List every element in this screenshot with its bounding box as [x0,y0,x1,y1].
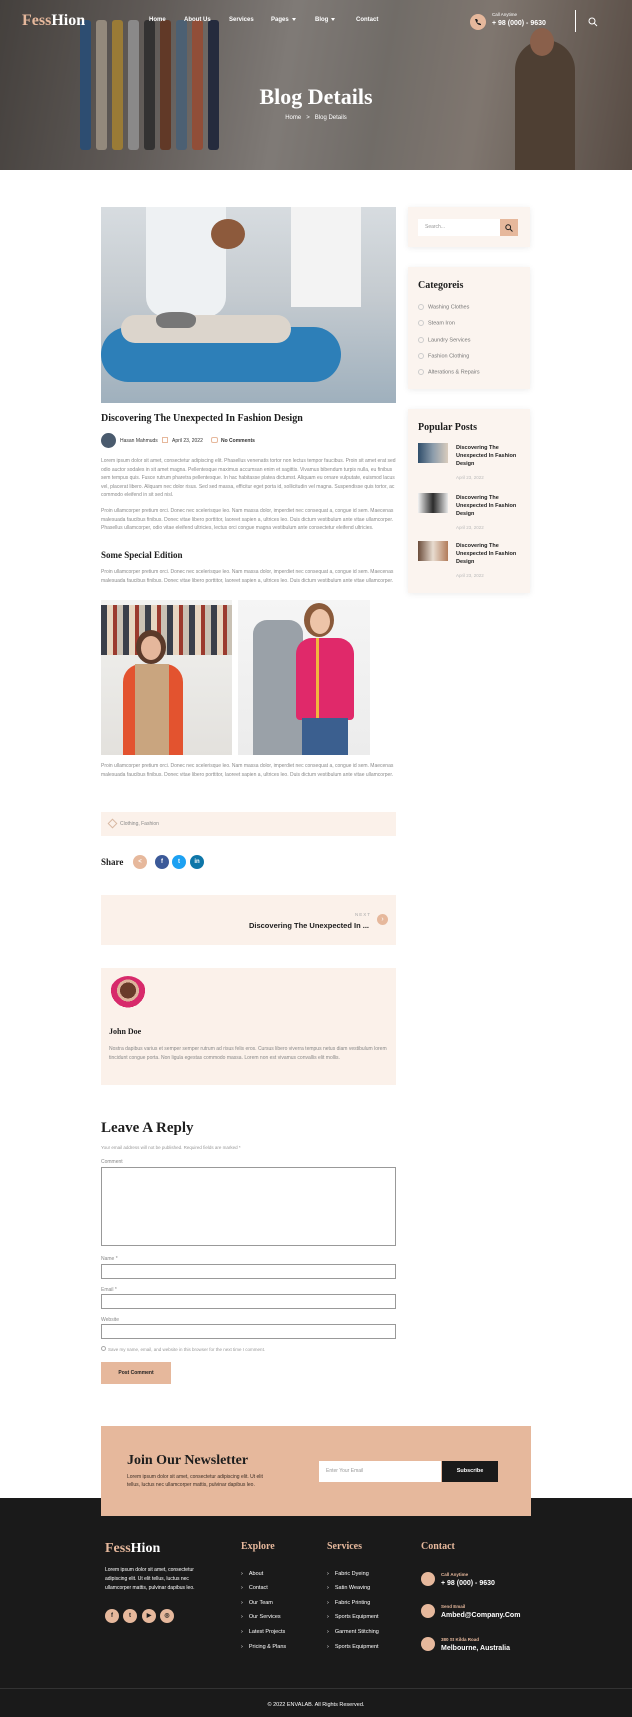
popular-posts-title: Popular Posts [418,422,477,433]
logo[interactable]: FessHion [22,12,86,29]
post-author[interactable]: Hasan Mahmuds [120,438,158,444]
circle-icon [418,353,424,359]
newsletter-text: Lorem ipsum dolor sit amet, consectetur adipiscing elit. Ut elit tellus, luctus nec ullamcorper mattis, pulvinar dapibus leo. [127,1474,263,1488]
page-title: Blog Details [259,84,373,109]
author-box [101,968,396,1085]
category-item[interactable]: Alterations & Repairs [418,369,480,375]
post-featured-image [101,207,396,403]
email-field[interactable] [101,1294,396,1309]
category-item[interactable]: Steam Iron [418,320,455,326]
website-field[interactable] [101,1324,396,1339]
footer-logo[interactable]: FessHion [105,1541,161,1556]
nav-about[interactable]: About Us [184,17,211,23]
chevron-down-icon [292,18,296,21]
next-label: NEXT [354,912,371,917]
author-bio: Nostra dapibus varius et semper semper rutrum ad risus felis eros. Cursus libero viverra tempus netus diam vestibulum lorem tincidunt congue porta. Non ligula egestas commodo massa. Lorem non est vivamus convallis elit mollis. [109,1046,387,1061]
instagram-icon[interactable]: ◎ [160,1609,174,1623]
breadcrumb-current: Blog Details [314,115,347,121]
nav-blog[interactable]: Blog [315,17,335,23]
contact-email[interactable]: Ambed@Company.Com [441,1612,521,1619]
popular-post-date: April 23, 2022 [456,573,484,578]
contact-label: Send Email [441,1604,466,1609]
save-info-label: Save my name, email, and website in this browser for the next time I comment. [108,1347,266,1352]
divider [575,10,576,32]
tag-icon [108,819,118,829]
linkedin-icon[interactable]: in [190,855,204,869]
popular-post-title[interactable]: Discovering The Unexpected In Fashion Design [456,445,517,467]
post-tags[interactable]: Clothing, Fashion [120,821,159,827]
post-title: Discovering The Unexpected In Fashion Design [101,413,303,424]
footer-link[interactable]: › Sports Equipment [327,1644,379,1650]
popular-post-date: April 23, 2022 [456,475,484,480]
footer-link[interactable]: › Contact [241,1585,268,1591]
post-paragraph: Proin ullamcorper pretium orci. Donec nec scelerisque leo. Nam massa dolor, imperdiet nec consequat a, congue id sem. Maecenas malesuada faucibus finibus. Donec vitae libero porttitor, laoreet sapien a, ultrices leo. Duis dictum vestibulum ante vitae ullamcorper. [101,763,394,778]
popular-post-image[interactable] [418,493,448,513]
email-icon [421,1604,435,1618]
twitter-icon[interactable]: t [172,855,186,869]
footer-link[interactable]: › Latest Projects [241,1629,285,1635]
category-item[interactable]: Fashion Clothing [418,353,469,359]
search-icon [505,224,513,232]
newsletter-title: Join Our Newsletter [127,1453,249,1468]
tags-bar [101,812,396,836]
contact-address: Melbourne, Australia [441,1645,510,1652]
share-label: Share [101,857,124,867]
footer [0,1498,632,1717]
name-field[interactable] [101,1264,396,1279]
post-image-right [238,600,370,755]
post-subheading: Some Special Edition [101,550,183,560]
comment-label: Comment [101,1159,123,1165]
author-avatar [109,976,147,1014]
search-icon[interactable] [588,14,598,32]
nav-contact[interactable]: Contact [356,17,379,23]
next-post-title[interactable]: Discovering The Unexpected In ... [248,921,369,930]
newsletter-email-input[interactable]: Enter Your Email [319,1461,441,1482]
sidebar-search-input[interactable]: Search... [418,219,509,236]
share-icon[interactable]: < [133,855,147,869]
website-label: Website [101,1317,119,1323]
categories-title: Categoreis [418,280,464,291]
post-comments[interactable]: No Comments [221,438,255,444]
circle-icon [418,337,424,343]
chevron-down-icon [331,18,335,21]
footer-link[interactable]: › Pricing & Plans [241,1644,286,1650]
post-image-left [101,600,232,755]
popular-post-image[interactable] [418,541,448,561]
nav-home[interactable]: Home [149,17,166,23]
save-info-checkbox[interactable] [101,1346,106,1351]
comment-icon [211,437,218,443]
youtube-icon[interactable]: ▶ [142,1609,156,1623]
post-paragraph: Lorem ipsum dolor sit amet, consectetur adipiscing elit. Phasellus venenatis tortor non lectus tempor faucibus. Proin sit amet erat sed odio auctor sodales in sit amet magna. Pellentesque maximus accumsan enim et sagittis. Vivamus bibendum turpis nulla, eu finibus sem tempus quis. Fusce rutrum pharetra pellentesque. In hac habitasse platea dictumst. Aliquam eu ornare vulputate, euismod lacus vel, placerat libero. Aliquam nec dolor risus. Sed sed massa, efficitur eget porta id, sollicitudin vel magna. Suspendisse quis tortor, ac commodo eleifend in sit sed nisl. [101,458,396,498]
facebook-icon[interactable]: f [105,1609,119,1623]
phone-icon [421,1572,435,1586]
phone-icon [470,14,486,30]
post-date: April 23, 2022 [172,438,203,444]
popular-post-date: April 23, 2022 [456,525,484,530]
circle-icon [418,320,424,326]
breadcrumb-home[interactable]: Home [285,115,302,121]
contact-phone[interactable]: + 98 (000) - 9630 [441,1580,495,1587]
popular-posts-widget [408,409,530,593]
footer-link[interactable]: › Our Team [241,1600,273,1606]
footer-link[interactable]: › About [241,1571,263,1577]
footer-about: Lorem ipsum dolor sit amet, consectetur adipiscing elit. Ut elit tellus, luctus nec ullamcorper mattis, pulvinar dapibus leo. [105,1567,195,1591]
search-button[interactable] [500,219,518,236]
contact-label: Call Anytime [441,1572,469,1577]
nav-pages[interactable]: Pages [271,17,296,23]
breadcrumb [0,115,632,121]
call-label: Call Anytime [492,12,518,17]
popular-post-title[interactable]: Discovering The Unexpected In Fashion Design [456,495,517,517]
category-item[interactable]: Laundry Services [418,337,471,343]
footer-link[interactable]: › Fabric Dyeing [327,1571,369,1577]
footer-explore-title: Explore [241,1541,275,1552]
comment-textarea[interactable] [101,1167,396,1246]
categories-widget [408,267,530,389]
breadcrumb-separator: > [306,115,310,121]
post-comment-button[interactable]: Post Comment [101,1362,171,1384]
footer-link[interactable]: › Satin Weaving [327,1585,370,1591]
copyright: © 2022 ENVALAB. All Rights Reserved. [267,1702,365,1708]
avatar [101,433,116,448]
search-widget [408,207,530,247]
calendar-icon [162,437,168,443]
footer-link[interactable]: › Our Services [241,1614,281,1620]
nav-services[interactable]: Services [229,17,254,23]
arrow-right-icon[interactable]: › [377,914,388,925]
contact-label: 380 St Kilda Road [441,1637,480,1642]
post-paragraph: Proin ullamcorper pretium orci. Donec nec scelerisque leo. Nam massa dolor, imperdiet nec consequat a, congue id sem. Maecenas malesuada faucibus finibus. Donec vitae libero porttitor, laoreet sapien a, ultrices leo. Duis dictum vestibulum ante vitae ullamcorper. Phasellus ullamcorper, odio vitae eleifend ultricies, lectus orci congue magna vestibulum ante consectetur eleifend ultricies. [101,508,394,531]
footer-link[interactable]: › Garment Stitching [327,1629,379,1635]
circle-icon [418,369,424,375]
facebook-icon[interactable]: f [155,855,169,869]
email-label: Email * [101,1287,117,1293]
header-phone[interactable]: + 98 (000) - 9630 [492,20,546,27]
newsletter-section [101,1426,531,1516]
popular-post-title[interactable]: Discovering The Unexpected In Fashion Design [456,543,517,565]
twitter-icon[interactable]: t [123,1609,137,1623]
category-item[interactable]: Washing Clothes [418,304,469,310]
footer-link[interactable]: › Fabric Printing [327,1600,370,1606]
popular-post-image[interactable] [418,443,448,463]
circle-icon [418,304,424,310]
footer-services-title: Services [327,1541,362,1552]
footer-contact-title: Contact [421,1541,455,1552]
divider [0,1688,632,1689]
footer-link[interactable]: › Sports Equipment [327,1614,379,1620]
next-post-nav[interactable] [101,895,396,945]
location-icon [421,1637,435,1651]
reply-title: Leave A Reply [101,1120,194,1136]
post-paragraph: Proin ullamcorper pretium orci. Donec nec scelerisque leo. Nam massa dolor, imperdiet nec consequat a, congue id sem. Maecenas malesuada faucibus finibus. Donec vitae libero porttitor, laoreet sapien a, ultrices leo. Duis dictum vestibulum ante vitae ullamcorper. [101,569,394,584]
subscribe-button[interactable]: Subscribe [442,1461,498,1482]
author-name: John Doe [109,1027,142,1036]
reply-note: Your email address will not be published. Required fields are marked * [101,1145,241,1150]
name-label: Name * [101,1256,118,1262]
